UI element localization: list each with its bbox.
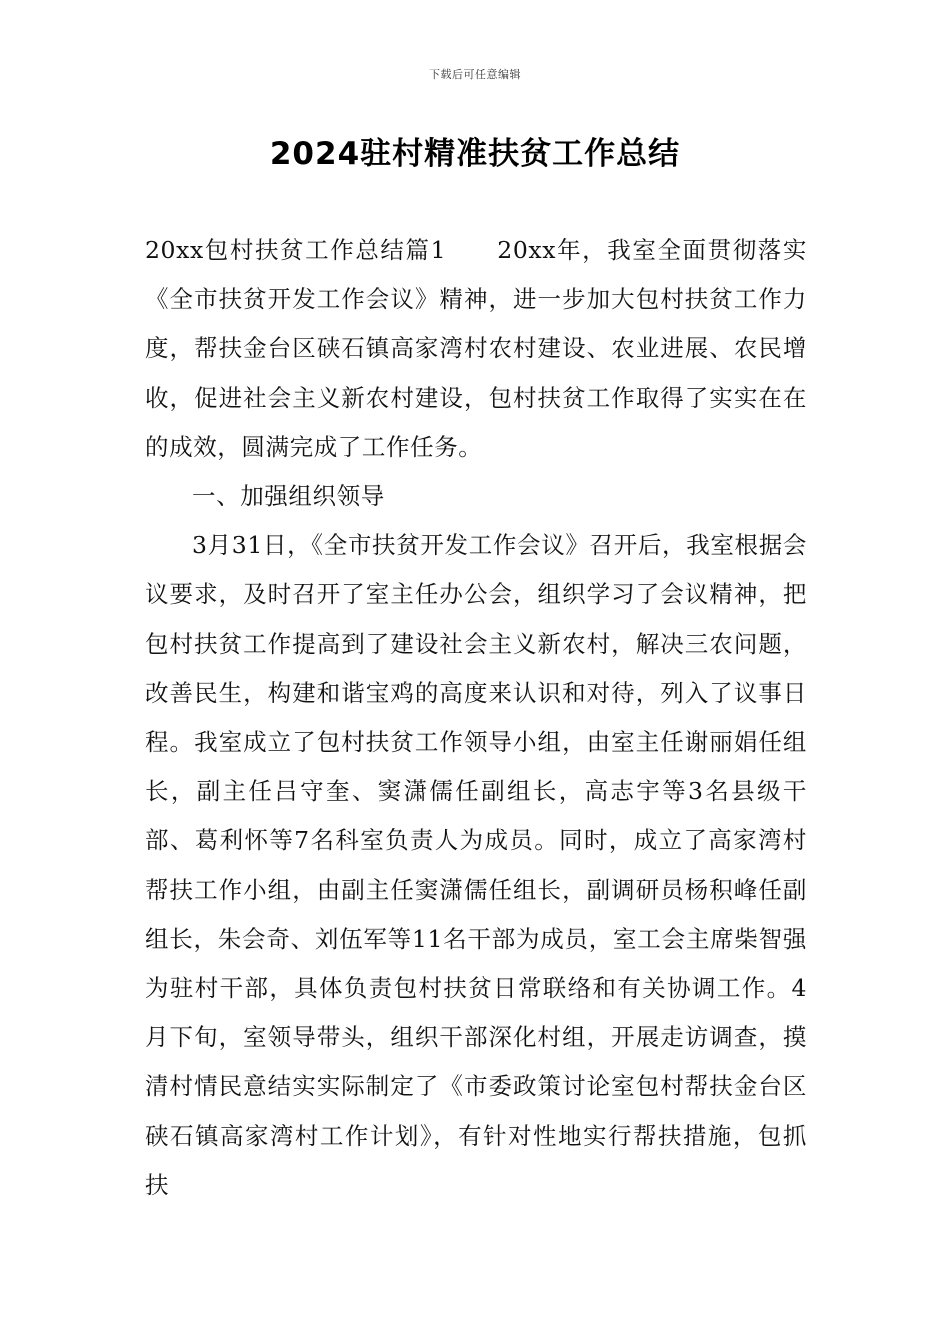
document-title: 2024驻村精准扶贫工作总结 <box>269 136 681 172</box>
header-note: 下载后可任意编辑 <box>429 68 521 81</box>
paragraph-section-1: 3月31日，《全市扶贫开发工作会议》召开后，我室根据会议要求，及时召开了室主任办公会，组织学习了会议精神，把包村扶贫工作提高到了建设社会主义新农村，解决三农问题，改善民生，构建和谐宝鸡的高度来认识和对待，列入了议事日程。我室成立了包村扶贫工作领导小组，由室主任谢丽娟任组长，副主任吕守奎、窦潇儒任副组长，高志宇等3名县级干部、葛利怀等7名科室负责人为成员。同时，成立了高家湾村帮扶工作小组，由副主任窦潇儒任组长，副调研员杨积峰任副组长，朱会奇、刘伍军等11名干部为成员，室工会主席柴智强为驻村干部，具体负责包村扶贫日常联络和有关协调工作。4月下旬，室领导带头，组织干部深化村组，开展走访调查，摸清村情民意结实实际制定了《市委政策讨论室包村帮扶金台区硖石镇高家湾村工作计划》，有针对性地实行帮扶措施，包抓扶 <box>145 531 807 1199</box>
paragraph-intro: 20xx包村扶贫工作总结篇1 20xx年，我室全面贯彻落实《全市扶贫开发工作会议》精神，进一步加大包村扶贫工作力度，帮扶金台区硖石镇高家湾村农村建设、农业进展、农民增收，促进社会主义新农村建设，包村扶贫工作取得了实实在在的成效，圆满完成了工作任务。 <box>145 236 807 461</box>
section-heading-1: 一、加强组织领导 <box>192 482 385 511</box>
document-body <box>145 226 807 1210</box>
